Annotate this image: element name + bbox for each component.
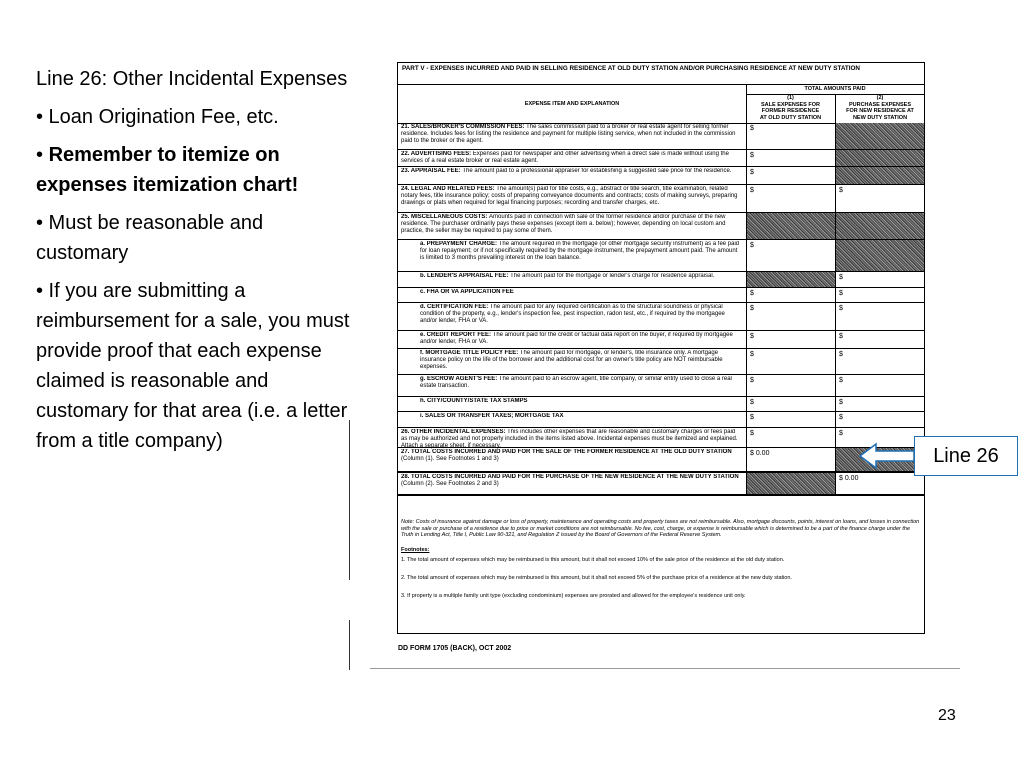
row-label: 23. APPRAISAL FEE:	[401, 168, 463, 174]
purchase-amount-cell: $	[839, 305, 843, 312]
row-description	[401, 449, 743, 463]
row-label: d. CERTIFICATION FEE:	[420, 304, 490, 310]
sale-amount-cell: $	[746, 375, 836, 396]
row-explanation: The amount paid to an escrow agent, title company, or similar entity used to close a real estate transaction.	[420, 376, 732, 389]
row-description	[401, 474, 743, 488]
col-explanation: EXPENSE ITEM AND EXPLANATION	[398, 85, 747, 123]
row-description	[420, 350, 742, 371]
form-row-6	[398, 240, 924, 272]
purchase-amount-cell: $	[839, 274, 843, 281]
row-description	[420, 376, 742, 390]
form-row-5	[398, 213, 924, 240]
sale-amount-cell: $	[746, 240, 836, 271]
row-explanation: (Column (2). See Footnotes 2 and 3)	[401, 481, 499, 487]
col-total: TOTAL AMOUNTS PAID	[746, 85, 924, 95]
row-label: g. ESCROW AGENT'S FEE:	[420, 376, 499, 382]
row-explanation: The amount required in the mortgage (or other mortgage security instrument) as a fee paid for loan repayment; or if not specifically required by the mortgage instrument, the prepayment amount paid. The amount is limited to 3 months prevailing interest on the loan balance.	[420, 241, 740, 261]
row-label: f. MORTGAGE TITLE POLICY FEE:	[420, 350, 520, 356]
row-label: 22. ADVERTISING FEES:	[401, 151, 473, 157]
footnotes-title: Footnotes:	[401, 547, 430, 553]
purchase-amount-cell: $	[839, 351, 843, 358]
row-description	[401, 429, 743, 450]
sale-amount-cell: $	[746, 397, 836, 411]
purchase-amount-cell: $	[839, 187, 843, 194]
purchase-amount-cell: $	[839, 377, 843, 384]
form-row-14	[398, 412, 924, 428]
row-label: 21. SALES/BROKER'S COMMISSION FEES:	[401, 124, 527, 130]
form-row-11	[398, 349, 924, 375]
footnote-3: 3. If property is a multiple family unit type (excluding condominium) expenses are prorated and allowed for the employee's residence unit only.	[401, 593, 746, 599]
row-explanation: The amount paid to a professional appraiser for establishing a suggested sale price for the residence.	[462, 168, 732, 174]
form-row-7	[398, 272, 924, 288]
row-label: a. PREPAYMENT CHARGE:	[420, 241, 499, 247]
sale-amount-cell: $	[746, 303, 836, 330]
sale-amount-cell: $	[746, 150, 836, 166]
sale-amount-cell: $	[746, 349, 836, 374]
form-row-13	[398, 397, 924, 412]
form-row-16	[398, 448, 924, 473]
row-description	[420, 413, 742, 420]
sale-amount-cell: $ 0.00	[746, 448, 836, 471]
purchase-amount-cell	[836, 150, 924, 166]
line-26-callout: Line 26	[914, 436, 1018, 476]
col-sale-expenses: (1) SALE EXPENSES FOR FORMER RESIDENCE AT OLD DUTY STATION	[746, 94, 836, 123]
row-label: 25. MISCELLANEOUS COSTS:	[401, 214, 490, 220]
row-description	[420, 273, 742, 280]
sale-amount-cell: $	[746, 412, 836, 427]
purchase-amount-cell	[836, 123, 924, 149]
row-explanation: The amount(s) paid for title costs, e.g., abstract or title search, title examination, related notary fees, title insurance policy; costs of preparing conveyance documents and contracts; costs of making surveys, preparing drawings or plats when required for legal financing purposes; recording and transfer charges, etc.	[401, 186, 738, 206]
row-label: e. CREDIT REPORT FEE:	[420, 332, 493, 338]
row-description	[420, 304, 742, 325]
footnote-1: 1. The total amount of expenses which may be reimbursed is this amount, but it shall not exceed 10% of the sale price of the residence at the old duty station.	[401, 557, 785, 563]
row-explanation: Expenses paid for newspaper and other advertising when a direct sale is made without using the services of a real estate broker or real estate agent.	[401, 151, 729, 164]
row-description	[420, 398, 742, 405]
form-row-10	[398, 331, 924, 349]
row-explanation: (Column (1). See Footnotes 1 and 3)	[401, 456, 499, 462]
arrow-left-icon	[858, 441, 916, 471]
row-explanation: The sales commission paid to a broker or real estate agent for selling former residence. Includes fees for listing the residence and payment for multiple listing service, when not included in the commission paid to the broker or the agent.	[401, 124, 736, 144]
col-purchase-expenses: (2) PURCHASE EXPENSES FOR NEW RESIDENCE AT NEW DUTY STATION	[846, 95, 914, 121]
dd-form-1705	[397, 62, 925, 634]
purchase-amount-cell: $	[839, 414, 843, 421]
scan-edge-line	[349, 420, 350, 580]
sale-amount-cell	[746, 213, 836, 239]
row-description	[401, 124, 743, 145]
purchase-amount-cell	[836, 167, 924, 184]
row-label: h. CITY/COUNTY/STATE TAX STAMPS	[420, 398, 528, 404]
form-part-header: PART V - EXPENSES INCURRED AND PAID IN SELLING RESIDENCE AT OLD DUTY STATION AND/OR PURCHASING RESIDENCE AT NEW DUTY STATION	[398, 63, 924, 85]
bullet-reasonable: • Must be reasonable and customary	[36, 212, 264, 264]
row-description	[401, 186, 743, 207]
sale-amount-cell: $	[746, 123, 836, 149]
form-row-9	[398, 303, 924, 331]
form-row-8	[398, 288, 924, 303]
row-explanation: The amount paid for mortgage, or lender's, title insurance only. A mortgage insurance policy on the life of the borrower and the additional cost for an owner's title policy are NOT reimbursable expenses.	[420, 350, 723, 370]
row-label: 24. LEGAL AND RELATED FEES:	[401, 186, 497, 192]
row-explanation: Amounts paid in connection with sale of the former residence and/or purchase of the new residence. The purchaser ordinarily pays these expenses (except item a. below); however, depending on local custom and practice, the seller may be required to pay some of them.	[401, 214, 726, 234]
sale-amount-cell: $	[746, 428, 836, 447]
row-explanation: The amount paid for the credit or factual data report on the buyer, if required by mortgagee and/or lender, FHA or VA.	[420, 332, 733, 345]
sale-amount-cell: $	[746, 185, 836, 212]
form-row-12	[398, 375, 924, 397]
row-label: i. SALES OR TRANSFER TAXES; MORTGAGE TAX	[420, 413, 564, 419]
purchase-amount-cell: $	[839, 290, 843, 297]
purchase-amount-cell: $ 0.00	[839, 475, 859, 482]
purchase-amount-cell: $	[839, 430, 843, 437]
form-note: Note: Costs of insurance against damage or loss of property, maintenance and operating costs and property taxes are not reimbursable. Also, mortgage discounts, points, interest on loans, and losses in connection with the sale or purchase of a residence due to price or market conditions are not reimbursable. No fee, cost, charge, or expense is reimbursable which is determined to be a part of the finance charge under the Truth in Lending Act, Title I, Public Law 90-321, and Regulation Z issued by the Board of Governors of the Federal Reserve System.	[401, 519, 920, 539]
row-description	[401, 214, 743, 235]
row-description	[420, 332, 742, 346]
row-label: c. FHA OR VA APPLICATION FEE	[420, 289, 514, 295]
footnote-2: 2. The total amount of expenses which may be reimbursed is this amount, but it shall not exceed 5% of the purchase price of a residence at the new duty station.	[401, 575, 792, 581]
row-label: 26. OTHER INCIDENTAL EXPENSES:	[401, 429, 508, 435]
slide-heading: Line 26: Other Incidental Expenses	[36, 68, 348, 90]
form-row-3	[398, 167, 924, 185]
form-id: DD FORM 1705 (BACK), OCT 2002	[398, 645, 512, 652]
scan-bottom-line	[370, 668, 960, 669]
purchase-amount-cell	[836, 213, 924, 239]
row-explanation: The amount paid for the mortgage or lender's charge for residence appraisal.	[510, 273, 715, 279]
form-row-2	[398, 150, 924, 167]
form-column-headers	[398, 85, 924, 124]
row-description	[401, 151, 743, 165]
row-label: 28. TOTAL COSTS INCURRED AND PAID FOR THE PURCHASE OF THE NEW RESIDENCE AT THE NEW DUTY STATION	[401, 474, 739, 480]
bullet-proof: • If you are submitting a reimbursement for a sale, you must provide proof that each expense claimed is reasonable and customary for that area (i.e. a letter from a title company)	[36, 280, 350, 452]
row-description	[420, 289, 742, 296]
row-explanation: This includes other expenses that are reasonable and customary charges or fees paid as may be authorized and not properly included in the items listed above. Incidental expenses must be itemized and explained. Attach a separate sheet, if necessary.	[401, 429, 738, 449]
purchase-amount-cell	[836, 240, 924, 271]
sale-amount-cell	[746, 473, 836, 494]
bullet-loan-fee: • Loan Origination Fee, etc.	[36, 106, 279, 128]
row-label: b. LENDER'S APPRAISAL FEE:	[420, 273, 511, 279]
sale-amount-cell	[746, 272, 836, 287]
purchase-amount-cell: $	[839, 399, 843, 406]
row-explanation: The amount paid for any required certification as to the structural soundness or physical condition of the property, e.g., lender's inspection fee, pest inspection, radon test, etc., if required by the mortgagee and/or lender, FHA or VA.	[420, 304, 725, 324]
purchase-amount-cell: $	[839, 333, 843, 340]
page-number: 23	[938, 707, 956, 724]
sale-amount-cell: $	[746, 288, 836, 302]
form-row-1	[398, 123, 924, 150]
row-label: 27. TOTAL COSTS INCURRED AND PAID FOR THE SALE OF THE FORMER RESIDENCE AT THE OLD DUTY STATION	[401, 449, 732, 455]
bullet-itemize-text: Remember to itemize on expenses itemization chart!	[36, 144, 299, 196]
form-row-4	[398, 185, 924, 213]
form-row-17	[398, 473, 924, 496]
scan-edge-line	[349, 620, 350, 670]
sale-amount-cell: $	[746, 331, 836, 348]
row-description	[401, 168, 743, 175]
slide-text	[36, 64, 356, 464]
sale-amount-cell: $	[746, 167, 836, 184]
row-description	[420, 241, 742, 262]
bullet-marker: •	[36, 144, 49, 166]
form-row-15	[398, 428, 924, 448]
bullet-itemize	[36, 140, 356, 200]
